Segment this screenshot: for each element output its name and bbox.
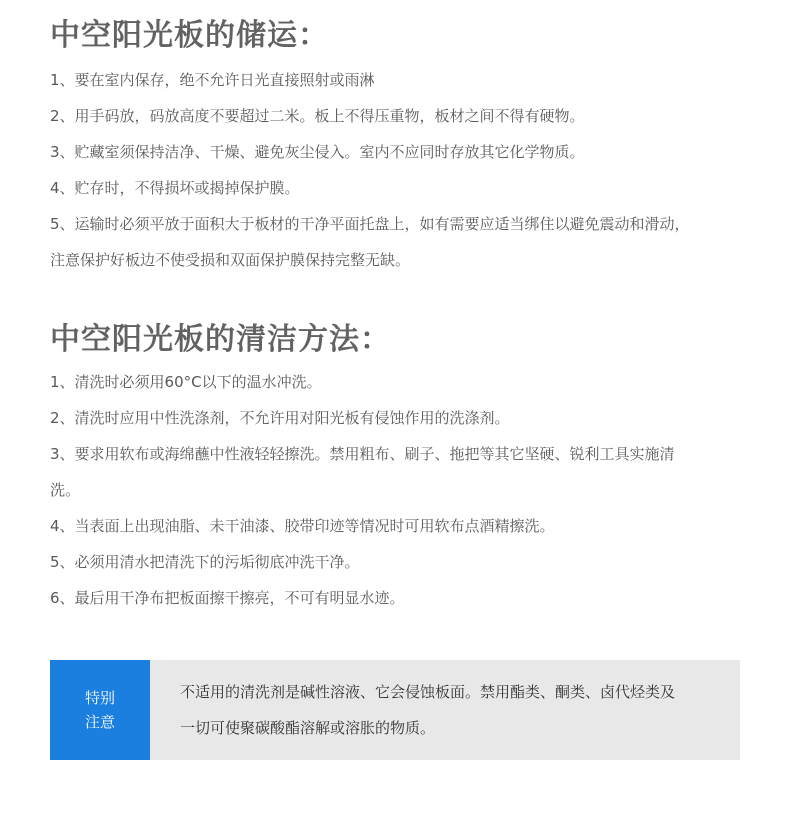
cleaning-item: 4、当表面上出现油脂、未干油漆、胶带印迹等情况时可用软布点酒精擦洗。 bbox=[50, 517, 555, 535]
storage-list bbox=[50, 62, 750, 278]
storage-item: 4、贮存时，不得损坏或揭掉保护膜。 bbox=[50, 179, 300, 197]
storage-item: 2、用手码放，码放高度不要超过二米。板上不得压重物，板材之间不得有硬物。 bbox=[50, 107, 585, 125]
storage-item: 5、运输时必须平放于面积大于板材的干净平面托盘上，如有需要应适当绑住以避免震动和滑动， bbox=[50, 215, 690, 233]
cleaning-item: 2、清洗时应用中性洗涤剂，不允许用对阳光板有侵蚀作用的洗涤剂。 bbox=[50, 409, 510, 427]
storage-item: 1、要在室内保存，绝不允许日光直接照射或雨淋 bbox=[50, 71, 375, 89]
note-line: 一切可使聚碳酸酯溶解或溶胀的物质。 bbox=[180, 719, 436, 737]
note-tag-line: 注意 bbox=[84, 713, 115, 731]
storage-section bbox=[50, 16, 750, 278]
special-note-tag bbox=[50, 660, 150, 760]
note-line: 不适用的清洗剂是碱性溶液、它会侵蚀板面。禁用酯类、酮类、卤代烃类及 bbox=[180, 683, 676, 701]
cleaning-list bbox=[50, 364, 750, 616]
cleaning-title: 中空阳光板的清洁方法： bbox=[50, 322, 391, 357]
cleaning-item: 6、最后用干净布把板面擦干擦亮，不可有明显水迹。 bbox=[50, 589, 405, 607]
cleaning-item: 5、必须用清水把清洗下的污垢彻底冲洗干净。 bbox=[50, 553, 360, 571]
cleaning-item: 3、要求用软布或海绵蘸中性液轻轻擦洗。禁用粗布、刷子、拖把等其它坚硬、锐利工具实施清 bbox=[50, 445, 675, 463]
note-tag-line: 特别 bbox=[84, 689, 115, 707]
cleaning-item-continued: 洗。 bbox=[50, 481, 81, 499]
special-note-box bbox=[50, 660, 740, 760]
cleaning-item: 1、清洗时必须用60°C以下的温水冲洗。 bbox=[50, 373, 322, 391]
storage-title: 中空阳光板的储运： bbox=[50, 18, 329, 53]
cleaning-section bbox=[50, 320, 750, 616]
storage-item: 3、贮藏室须保持洁净、干燥、避免灰尘侵入。室内不应同时存放其它化学物质。 bbox=[50, 143, 585, 161]
storage-item-continued: 注意保护好板边不使受损和双面保护膜保持完整无缺。 bbox=[50, 251, 411, 269]
note-text bbox=[180, 674, 725, 746]
